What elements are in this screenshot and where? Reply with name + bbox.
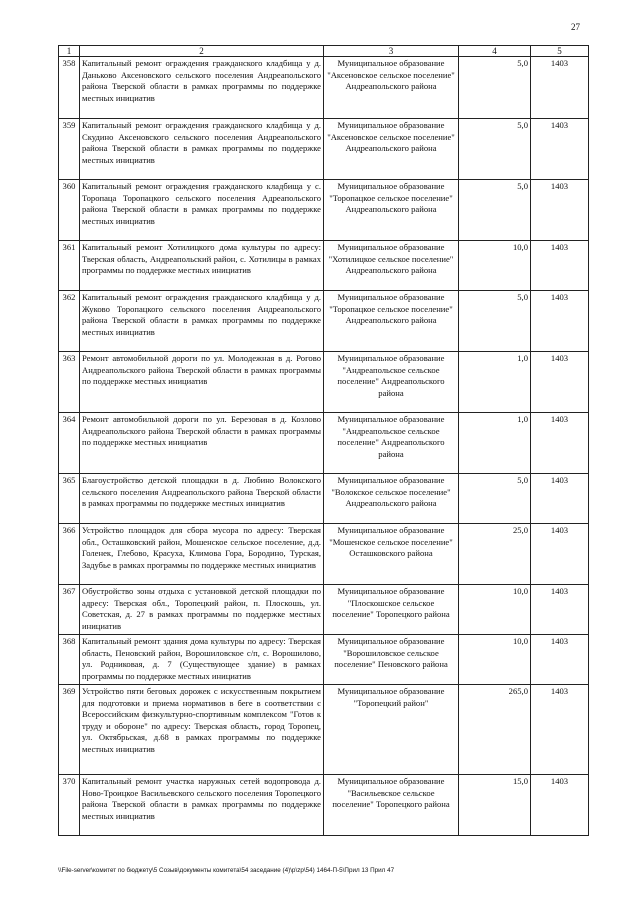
project-description: Ремонт автомобильной дороги по ул. Молодежная в д. Рогово Андреапольского района Тверской области в рамках программы по поддержке местных инициатив (80, 352, 324, 413)
budget-code: 1403 (531, 57, 589, 119)
amount: 15,0 (459, 775, 531, 836)
table-row (59, 119, 589, 180)
page-number: 27 (571, 22, 580, 32)
header-cell: 5 (531, 46, 589, 57)
municipality: Муниципальное образование "Хотилицкое сельское поселение" Андреапольского района (324, 241, 459, 291)
municipality: Муниципальное образование "Плоскошское сельское поселение" Торопецкого района (324, 585, 459, 635)
amount: 1,0 (459, 413, 531, 474)
project-description: Капитальный ремонт ограждения гражданского кладбища у с. Торопаца Торопацкого сельского поселения Адреапольского района Тверской области в рамках программы по поддержке местных инициатив (80, 180, 324, 241)
budget-code: 1403 (531, 352, 589, 413)
amount: 10,0 (459, 241, 531, 291)
row-number: 362 (59, 291, 80, 352)
amount: 5,0 (459, 474, 531, 524)
municipality: Муниципальное образование "Волокское сельское поселение" Андреапольского района (324, 474, 459, 524)
table-row (59, 474, 589, 524)
row-number: 360 (59, 180, 80, 241)
table-row (59, 180, 589, 241)
row-number: 370 (59, 775, 80, 836)
table-row (59, 352, 589, 413)
budget-code: 1403 (531, 524, 589, 585)
row-number: 359 (59, 119, 80, 180)
table-header-row (59, 46, 589, 57)
municipality: Муниципальное образование "Торопацкое сельское поселение" Андреапольского района (324, 180, 459, 241)
project-description: Устройство пяти беговых дорожек с искусственным покрытием для подготовки и приема нормативов в беге в соответствии с Всероссийским физкультурно-спортивным комплексом "Готов к труду и обороне" по адресу: Тверская область, город Торопец, ул. Октябрьская, д.68 в рамках программы по поддержке местных инициатив (80, 685, 324, 775)
municipality: Муниципальное образование "Мошенское сельское поселение" Осташковского района (324, 524, 459, 585)
project-description: Капитальный ремонт Хотилицкого дома культуры по адресу: Тверская область, Андреапольский район, с. Хотилицы в рамках программы по поддержке местных инициатив (80, 241, 324, 291)
municipality: Муниципальное образование "Андреапольское сельское поселение" Андреапольского района (324, 413, 459, 474)
amount: 5,0 (459, 57, 531, 119)
project-description: Устройство площадок для сбора мусора по адресу: Тверская обл., Осташковский район, Мошенское сельское поселение, д.д. Голенек, Глебово, Красуха, Климова Гора, Бородино, Турская, Задубье в рамках программы по поддержке местных инициатив (80, 524, 324, 585)
project-description: Капитальный ремонт здания дома культуры по адресу: Тверская область, Пеновский район, Ворошиловское с/п, с. Ворошилово, ул. Родниковая, д. 7 (Существующее здание) в рамках программы по поддержке местных инициатив (80, 635, 324, 685)
budget-code: 1403 (531, 775, 589, 836)
table-row (59, 291, 589, 352)
budget-code: 1403 (531, 413, 589, 474)
project-description: Капитальный ремонт ограждения гражданского кладбища у д. Жуково Торопацкого сельского поселения Андреапольского района Тверской области в рамках программы по поддержке местных инициатив (80, 291, 324, 352)
amount: 5,0 (459, 119, 531, 180)
municipality: Муниципальное образование "Аксеновское сельское поселение" Андреапольского района (324, 119, 459, 180)
row-number: 368 (59, 635, 80, 685)
amount: 265,0 (459, 685, 531, 775)
project-description: Благоустройство детской площадки в д. Любино Волокского сельского поселения Андреапольского района Тверской области в рамках программы по поддержке местных инициатив (80, 474, 324, 524)
row-number: 367 (59, 585, 80, 635)
header-cell: 3 (324, 46, 459, 57)
amount: 25,0 (459, 524, 531, 585)
budget-code: 1403 (531, 685, 589, 775)
header-cell: 1 (59, 46, 80, 57)
project-description: Ремонт автомобильной дороги по ул. Березовая в д. Козлово Андреапольского района Тверской области в рамках программы по поддержке местных инициатив (80, 413, 324, 474)
file-path-footer: \\File-server\комитет по бюджету\5 Созыв\документы комитета\54 заседание (4)\p\zp\54) 1464-П-5\Прил 13 Прил 47 (58, 867, 395, 874)
header-cell: 2 (80, 46, 324, 57)
budget-code: 1403 (531, 585, 589, 635)
budget-code: 1403 (531, 119, 589, 180)
budget-code: 1403 (531, 291, 589, 352)
table-row (59, 585, 589, 635)
municipality: Муниципальное образование "Васильевское сельское поселение" Торопецкого района (324, 775, 459, 836)
table-row (59, 241, 589, 291)
budget-code: 1403 (531, 180, 589, 241)
project-description: Капитальный ремонт ограждения гражданского кладбища у д. Скудино Аксеновского сельского поселения Андреапольского района Тверской области в рамках программы по поддержке местных инициатив (80, 119, 324, 180)
amount: 1,0 (459, 352, 531, 413)
table-row (59, 635, 589, 685)
budget-code: 1403 (531, 474, 589, 524)
amount: 5,0 (459, 291, 531, 352)
budget-code: 1403 (531, 635, 589, 685)
row-number: 361 (59, 241, 80, 291)
amount: 5,0 (459, 180, 531, 241)
row-number: 366 (59, 524, 80, 585)
municipality: Муниципальное образование "Торопецкий район" (324, 685, 459, 775)
row-number: 369 (59, 685, 80, 775)
table-row (59, 413, 589, 474)
row-number: 365 (59, 474, 80, 524)
municipality: Муниципальное образование "Ворошиловское сельское поселение" Пеновского района (324, 635, 459, 685)
row-number: 358 (59, 57, 80, 119)
table-row (59, 685, 589, 775)
municipality: Муниципальное образование "Торопацкое сельское поселение" Андреапольского района (324, 291, 459, 352)
amount: 10,0 (459, 635, 531, 685)
budget-table (58, 45, 589, 836)
amount: 10,0 (459, 585, 531, 635)
municipality: Муниципальное образование "Аксеновское сельское поселение" Андреапольского района (324, 57, 459, 119)
project-description: Капитальный ремонт ограждения гражданского кладбища у д. Даньково Аксеновского сельского поселения Андреапольского района Тверской области в рамках программы по поддержке местных инициатив (80, 57, 324, 119)
row-number: 364 (59, 413, 80, 474)
header-cell: 4 (459, 46, 531, 57)
table-row (59, 775, 589, 836)
municipality: Муниципальное образование "Андреапольское сельское поселение" Андреапольского района (324, 352, 459, 413)
row-number: 363 (59, 352, 80, 413)
table-row (59, 524, 589, 585)
project-description: Обустройство зоны отдыха с установкой детской площадки по адресу: Тверская обл., Торопецкий район, п. Плоскошь, ул. Советская, д. 27 в рамках программы по поддержке местных инициатив (80, 585, 324, 635)
budget-code: 1403 (531, 241, 589, 291)
table-row (59, 57, 589, 119)
project-description: Капитальный ремонт участка наружных сетей водопровода д. Ново-Троицкое Васильевского сельского поселения Торопецкого района Тверской области в рамках программы по поддержке местных инициатив (80, 775, 324, 836)
